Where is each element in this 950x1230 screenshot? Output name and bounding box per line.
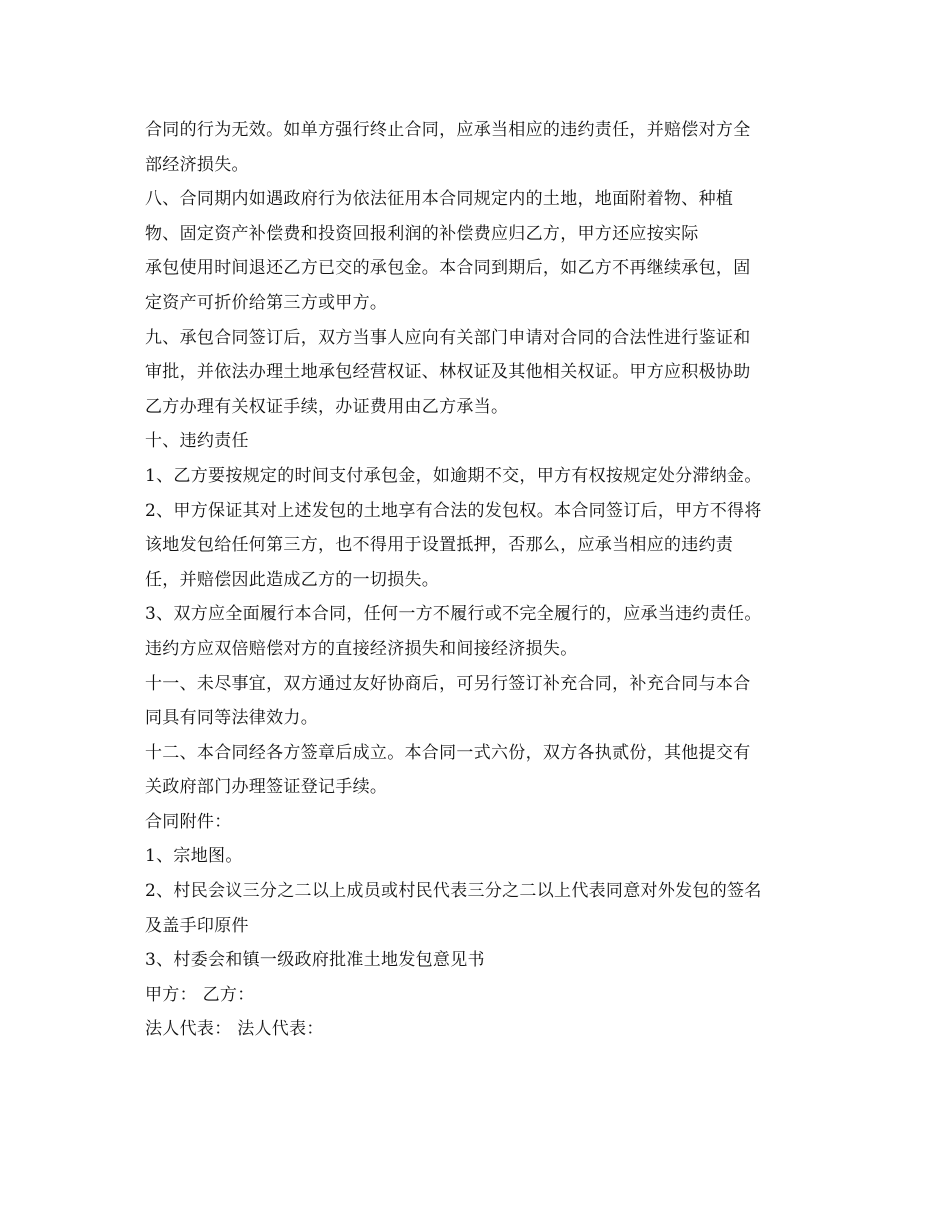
text-line: 2、甲方保证其对上述发包的土地享有合法的发包权。本合同签订后，甲方不得将	[145, 500, 762, 521]
text-line: 合同的行为无效。如单方强行终止合同，应承当相应的违约责任，并赔偿对方全	[145, 120, 751, 140]
text-line: 3、双方应全面履行本合同，任何一方不履行或不完全履行的，应承当违约责任。	[145, 604, 762, 625]
text-line: 物、固定资产补偿费和投资回报利润的补偿费应归乙方，甲方还应按实际	[145, 223, 699, 244]
text-line: 审批，并依法办理土地承包经营权证、林权证及其他相关权证。甲方应积极协助	[145, 362, 751, 383]
text-line: 定资产可折价给第三方或甲方。	[145, 292, 388, 313]
text-line: 1、乙方要按规定的时间支付承包金，如逾期不交，甲方有权按规定处分滞纳金。	[145, 465, 762, 486]
text-line: 八、合同期内如遇政府行为依法征用本合同规定内的土地，地面附着物、种植	[145, 189, 734, 210]
text-line: 该地发包给任何第三方，也不得用于设置抵押，否那么，应承当相应的违约责	[145, 535, 734, 556]
text-line: 承包使用时间退还乙方已交的承包金。本合同到期后，如乙方不再继续承包，固	[145, 258, 751, 279]
text-line: 九、承包合同签订后，双方当事人应向有关部门申请对合同的合法性进行鉴证和	[145, 327, 751, 348]
text-line: 3、村委会和镇一级政府批准土地发包意见书	[145, 950, 485, 971]
section-heading: 十、违约责任	[145, 431, 249, 452]
text-line: 乙方办理有关权证手续，办证费用由乙方承当。	[145, 396, 509, 417]
text-line: 2、村民会议三分之二以上成员或村民代表三分之二以上代表同意对外发包的签名	[145, 881, 762, 902]
section-heading: 合同附件：	[145, 811, 232, 832]
signature-representative-line: 法人代表： 法人代表：	[145, 1019, 324, 1040]
signature-party-line: 甲方： 乙方：	[145, 984, 255, 1005]
text-line: 部经济损失。	[145, 154, 249, 175]
text-line: 违约方应双倍赔偿对方的直接经济损失和间接经济损失。	[145, 638, 578, 659]
text-line: 及盖手印原件	[145, 915, 249, 936]
text-line: 十二、本合同经各方签章后成立。本合同一式六份，双方各执贰份，其他提交有	[145, 742, 751, 763]
text-line: 关政府部门办理签证登记手续。	[145, 777, 388, 798]
text-line: 同具有同等法律效力。	[145, 708, 318, 729]
text-line: 十一、未尽事宜，双方通过友好协商后，可另行签订补充合同，补充合同与本合	[145, 673, 751, 694]
text-line: 任，并赔偿因此造成乙方的一切损失。	[145, 569, 440, 590]
text-line: 1、宗地图。	[145, 846, 243, 867]
document-body	[145, 113, 810, 1047]
